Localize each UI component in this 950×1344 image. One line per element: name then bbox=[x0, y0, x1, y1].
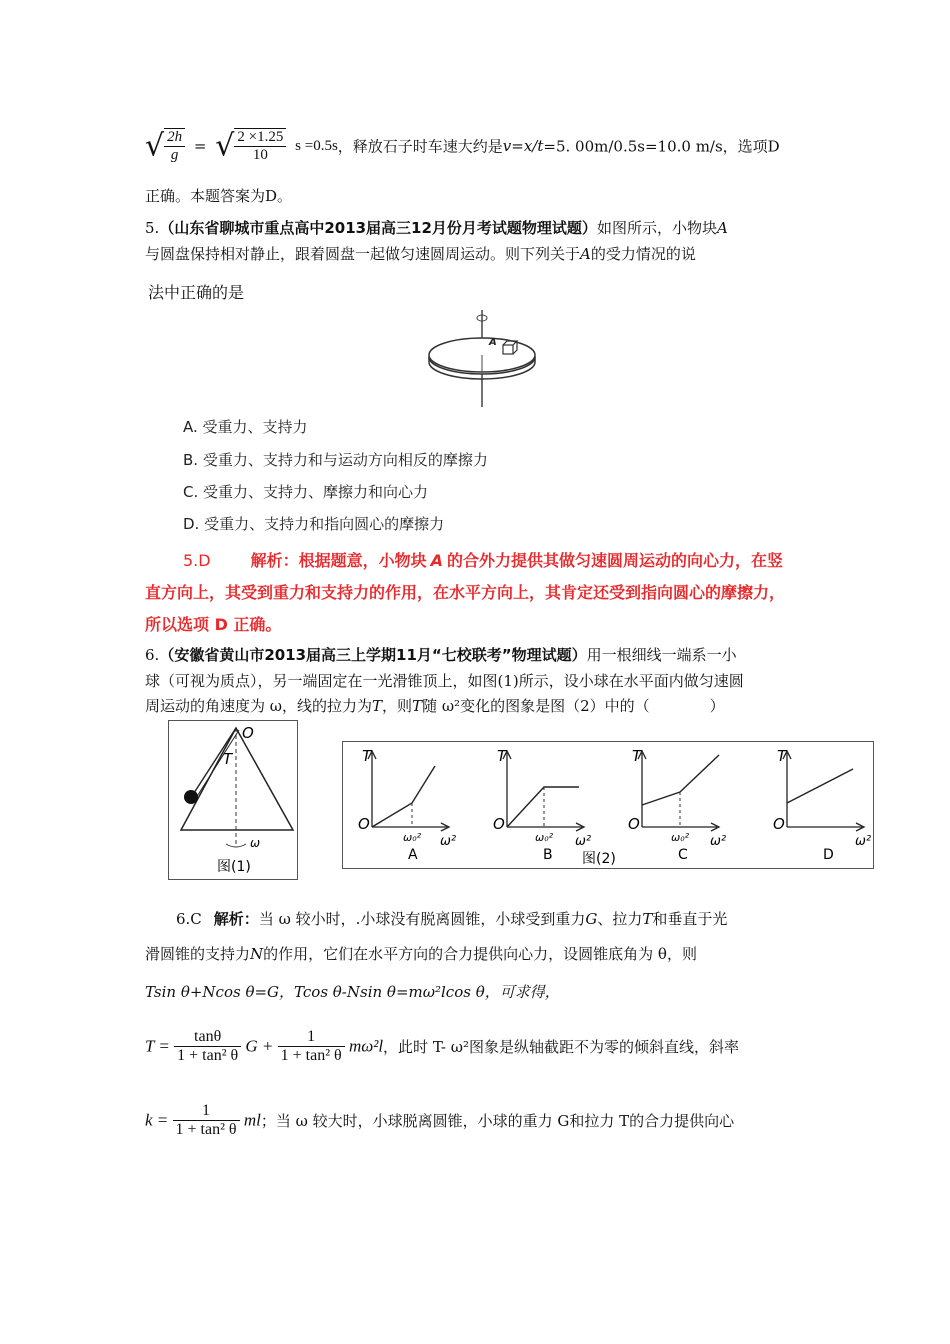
frac-den: 1 + tan² θ bbox=[175, 1121, 237, 1138]
tick-label: ω₀² bbox=[535, 831, 554, 844]
sqrt-fraction-2 bbox=[234, 128, 286, 164]
text: 滑圆锥的支持力 bbox=[145, 945, 251, 963]
cone-triangle bbox=[181, 728, 293, 830]
fig1-omega: ω bbox=[250, 836, 261, 850]
frac-num: 2 ×1.25 bbox=[234, 129, 286, 147]
formula-lhs: k = bbox=[145, 1110, 169, 1130]
y-label: T bbox=[497, 747, 507, 765]
analysis-label: 解析： bbox=[250, 551, 299, 570]
q5-stem-line1 bbox=[145, 218, 728, 238]
option-a: A. 受重力、支持力 bbox=[183, 418, 308, 436]
graph-letter: C bbox=[678, 847, 688, 863]
origin-label: O bbox=[628, 815, 640, 833]
curve bbox=[787, 769, 853, 803]
fig1-T: T bbox=[223, 750, 233, 768]
sqrt-symbol: √ bbox=[215, 128, 235, 164]
var-A: A bbox=[430, 551, 444, 570]
var-A: A bbox=[580, 245, 591, 263]
q5-analysis-line2: 直方向上，其受到重力和支持力的作用，在水平方向上，其肯定还受到指向圆心的摩擦力， bbox=[145, 583, 786, 602]
fig1-O: O bbox=[242, 724, 254, 742]
graph-B bbox=[493, 747, 591, 863]
block-A bbox=[503, 345, 513, 354]
formula-lhs: T = bbox=[145, 1036, 170, 1056]
text: 随 ω²变化的图象是图（2）中的（ bbox=[422, 697, 650, 715]
text: ，则 bbox=[382, 697, 413, 715]
var-T: T bbox=[372, 697, 383, 715]
fig2-caption: 图(2) bbox=[582, 851, 616, 867]
option-d: D. 受重力、支持力和指向圆心的摩擦力 bbox=[183, 515, 445, 533]
equals: = bbox=[193, 137, 207, 155]
origin-label: O bbox=[773, 815, 785, 833]
formula-G: G + bbox=[245, 1036, 274, 1056]
text: 的合外力提供其做匀速圆周运动的向心力，在竖 bbox=[447, 551, 784, 570]
origin-label: O bbox=[493, 815, 505, 833]
q5-stem-line3: 法中正确的是 bbox=[148, 283, 245, 302]
graph-letter: D bbox=[823, 847, 834, 863]
fig1-caption: 图(1) bbox=[217, 859, 251, 875]
frac-num: 1 bbox=[173, 1102, 240, 1121]
frac-den: 10 bbox=[252, 147, 268, 163]
q6-analysis-line1 bbox=[176, 909, 727, 929]
graph-C bbox=[628, 747, 726, 863]
y-label: T bbox=[632, 747, 642, 765]
q6-analysis-line2 bbox=[145, 944, 697, 964]
origin-label: O bbox=[358, 815, 370, 833]
sqrt-fraction-1 bbox=[164, 128, 185, 164]
q5-analysis-line1 bbox=[183, 548, 783, 571]
q5-stem-line2 bbox=[145, 244, 696, 264]
text: 的受力情况的说 bbox=[590, 245, 696, 263]
graph-A bbox=[358, 747, 456, 863]
tick-label: ω₀² bbox=[403, 831, 422, 844]
tick-label: ω₀² bbox=[671, 831, 690, 844]
text: 如图所示，小物块 bbox=[596, 219, 717, 237]
label-A: A bbox=[489, 337, 497, 348]
text: ；当 ω 较大时，小球脱离圆锥，小球的重力 G和拉力 T的合力提供向心 bbox=[260, 1112, 735, 1130]
formula-tail: ml bbox=[243, 1110, 261, 1130]
q6-source: （安徽省黄山市2013届高三上学期11月“七校联考”物理试题） bbox=[159, 646, 587, 664]
text: ，释放石子时车速大约是 bbox=[337, 137, 503, 156]
graphs-figure bbox=[342, 741, 874, 869]
ball bbox=[184, 790, 198, 804]
fraction-k bbox=[173, 1102, 240, 1139]
curve bbox=[372, 766, 435, 827]
cone-figure bbox=[168, 720, 298, 880]
sqrt-formula-line bbox=[145, 128, 780, 164]
y-label: T bbox=[777, 747, 787, 765]
text: =5. 00m/0.5s=10.0 m/s，选项D bbox=[543, 137, 780, 156]
var-N: N bbox=[250, 945, 264, 963]
text: 根据题意，小物块 bbox=[298, 551, 427, 570]
answer-line: 正确。本题答案为D。 bbox=[145, 187, 293, 205]
velocity-formula: v=x/t bbox=[502, 137, 544, 155]
curve bbox=[507, 787, 579, 827]
analysis-label: 解析： bbox=[213, 910, 259, 928]
text: 周运动的角速度为 ω，线的拉力为 bbox=[145, 697, 373, 715]
sqrt-symbol: √ bbox=[145, 128, 165, 164]
x-label: ω² bbox=[440, 834, 457, 849]
x-label: ω² bbox=[855, 834, 872, 849]
fraction-2 bbox=[278, 1028, 345, 1065]
frac-den: g bbox=[170, 147, 179, 163]
var-A: A bbox=[716, 219, 728, 237]
text: 与圆盘保持相对静止，跟着圆盘一起做匀速圆周运动。则下列关于 bbox=[145, 245, 581, 263]
fig2-frame bbox=[343, 742, 874, 869]
q6-stem-line3 bbox=[145, 696, 725, 716]
text: 、拉力 bbox=[597, 910, 643, 928]
formula-k bbox=[145, 1102, 734, 1139]
frac-num: 1 bbox=[278, 1028, 345, 1047]
frac-num: tanθ bbox=[174, 1028, 241, 1047]
formula-T bbox=[145, 1028, 739, 1065]
text: ，此时 T- ω²图象是纵轴截距不为零的倾斜直线，斜率 bbox=[383, 1038, 739, 1056]
q5-analysis-line3: 所以选项 D 正确。 bbox=[145, 615, 282, 634]
q5-source: （山东省聊城市重点高中2013届高三12月份月考试题物理试题） bbox=[159, 219, 597, 237]
q6-answer: 6.C bbox=[176, 910, 202, 928]
q6-stem-line2: 球（可视为质点），另一端固定在一光滑锥顶上，如图(1)所示，设小球在水平面内做匀速圆 bbox=[145, 672, 744, 690]
frac-den: 1 + tan² θ bbox=[177, 1047, 239, 1064]
text: 用一根细线一端系一小 bbox=[586, 646, 737, 664]
var-G: G bbox=[585, 910, 598, 928]
var-T: T bbox=[642, 910, 653, 928]
graph-letter: B bbox=[543, 847, 553, 863]
y-label: T bbox=[362, 747, 372, 765]
text: ） bbox=[709, 697, 725, 715]
fraction-1 bbox=[174, 1028, 241, 1065]
formula-tail: mω²l bbox=[348, 1036, 384, 1056]
frac-num: 2h bbox=[164, 129, 185, 147]
q5-number: 5. bbox=[145, 219, 160, 237]
text: 当 ω 较小时，.小球没有脱离圆锥，小球受到重力 bbox=[258, 910, 586, 928]
graph-D bbox=[773, 747, 871, 863]
option-b: B. 受重力、支持力和与运动方向相反的摩擦力 bbox=[183, 451, 488, 469]
x-label: ω² bbox=[710, 834, 727, 849]
frac-den: 1 + tan² θ bbox=[280, 1047, 342, 1064]
q6-stem-line1 bbox=[145, 645, 737, 665]
x-label: ω² bbox=[575, 834, 592, 849]
text: 的作用，它们在水平方向的合力提供向心力，设圆锥底角为 θ，则 bbox=[263, 945, 697, 963]
q6-equation-line: Tsin θ+Ncos θ=G，Tcos θ-Nsin θ=mω²lcos θ，可求得， bbox=[145, 983, 560, 1001]
rotating-disc-figure bbox=[420, 305, 570, 413]
q6-number: 6. bbox=[145, 646, 160, 664]
option-c: C. 受重力、支持力、摩擦力和向心力 bbox=[183, 483, 429, 501]
result-unit: s =0.5s bbox=[295, 137, 338, 154]
rotation-arrow-icon bbox=[226, 844, 246, 847]
var-T: T bbox=[412, 697, 423, 715]
q5-answer: 5.D bbox=[183, 551, 211, 570]
graph-letter: A bbox=[408, 847, 418, 863]
text: 和垂直于光 bbox=[652, 910, 728, 928]
curve bbox=[642, 755, 719, 805]
